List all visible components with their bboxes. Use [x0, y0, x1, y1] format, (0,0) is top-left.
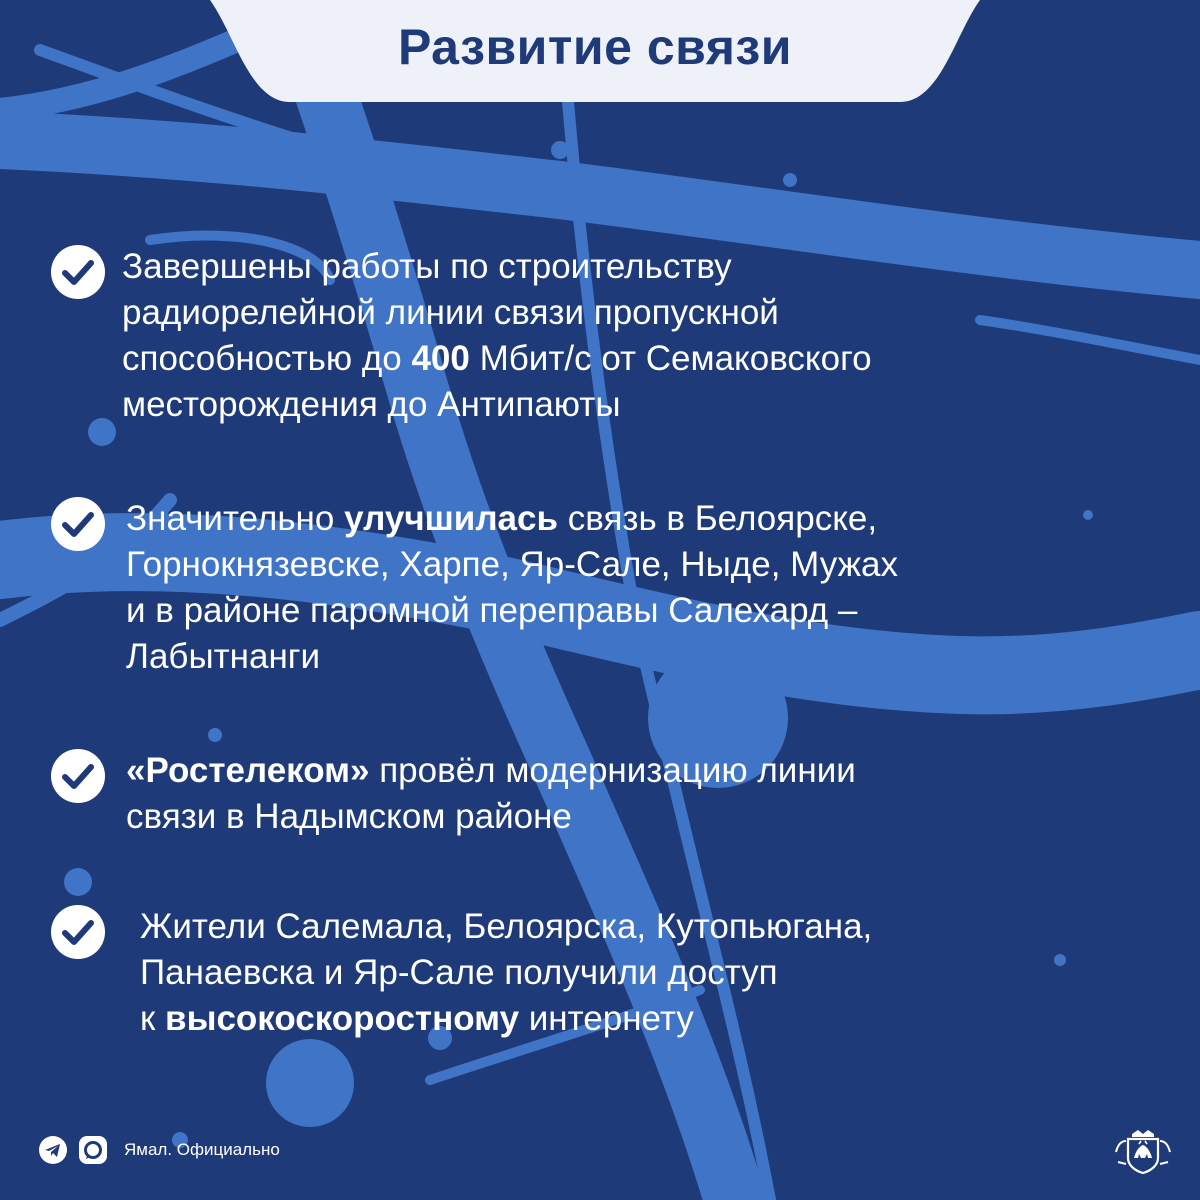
max-messenger-icon[interactable]	[78, 1135, 108, 1165]
bullet-text-run: Жители Салемала, Белоярска, Кутопьюгана,	[140, 907, 873, 946]
bullet-text-run: месторождения до Антипаюты	[122, 385, 621, 424]
bullet-text	[140, 904, 872, 1042]
bullet-text-run: Значительно	[126, 499, 345, 538]
bullet-text-run: Завершены работы по строительству	[122, 247, 732, 286]
bullet-text	[126, 748, 856, 840]
yamal-coat-of-arms-icon	[1112, 1128, 1174, 1174]
bullet-text-line	[126, 748, 856, 794]
bullet-text-line	[126, 634, 898, 680]
checkmark-icon	[50, 244, 106, 300]
bullet-text-line	[122, 336, 872, 382]
bullet-text-line	[126, 794, 856, 840]
bullet-text-bold: 400	[411, 339, 470, 378]
bullet-text	[126, 496, 898, 680]
bullet-text-run: интернету	[519, 999, 694, 1038]
checkmark-icon	[50, 904, 106, 960]
bullet-text-bold: высокоскоростному	[165, 999, 520, 1038]
bullet-text-run: радиорелейной линии связи пропускной	[122, 293, 779, 332]
telegram-icon[interactable]	[38, 1135, 68, 1165]
bullet-text-line	[140, 904, 872, 950]
bullet-text-bold: «Ростелеком»	[126, 751, 370, 790]
bullet-text-line	[126, 542, 898, 588]
footer-brand-label: Ямал. Официально	[124, 1140, 280, 1159]
bullet-text-run: Мбит/с от Семаковского	[469, 339, 872, 378]
bullet-text-line	[126, 496, 898, 542]
bullet-text-run: Лабытнанги	[126, 637, 321, 676]
bullet-text	[122, 244, 872, 428]
bullet-text-line	[122, 290, 872, 336]
bullet-text-line	[126, 588, 898, 634]
title-banner	[210, 0, 980, 102]
bullet-text-run: связь в Белоярске,	[558, 499, 878, 538]
bullet-text-line	[140, 950, 872, 996]
bullet-text-bold: улучшилась	[344, 499, 559, 538]
bullet-text-run: Панаевска и Яр-Сале получили доступ	[140, 953, 778, 992]
checkmark-icon	[50, 748, 106, 804]
bullet-text-run: способностью до	[122, 339, 412, 378]
bullet-text-run: связи в Надымском районе	[126, 797, 572, 836]
bullet-text-line	[122, 382, 872, 428]
page-title: Развитие связи	[397, 19, 792, 75]
bullet-text-run: и в районе паромной переправы Салехард –	[126, 591, 858, 630]
bullet-text-line	[122, 244, 872, 290]
bullet-text-run: Горнокнязевске, Харпе, Яр-Сале, Ныде, Мужах	[126, 545, 898, 584]
bullet-text-run: провёл модернизацию линии	[369, 751, 856, 790]
checkmark-icon	[50, 496, 106, 552]
bullet-text-line	[140, 996, 872, 1042]
bullet-text-run: к	[140, 999, 166, 1038]
